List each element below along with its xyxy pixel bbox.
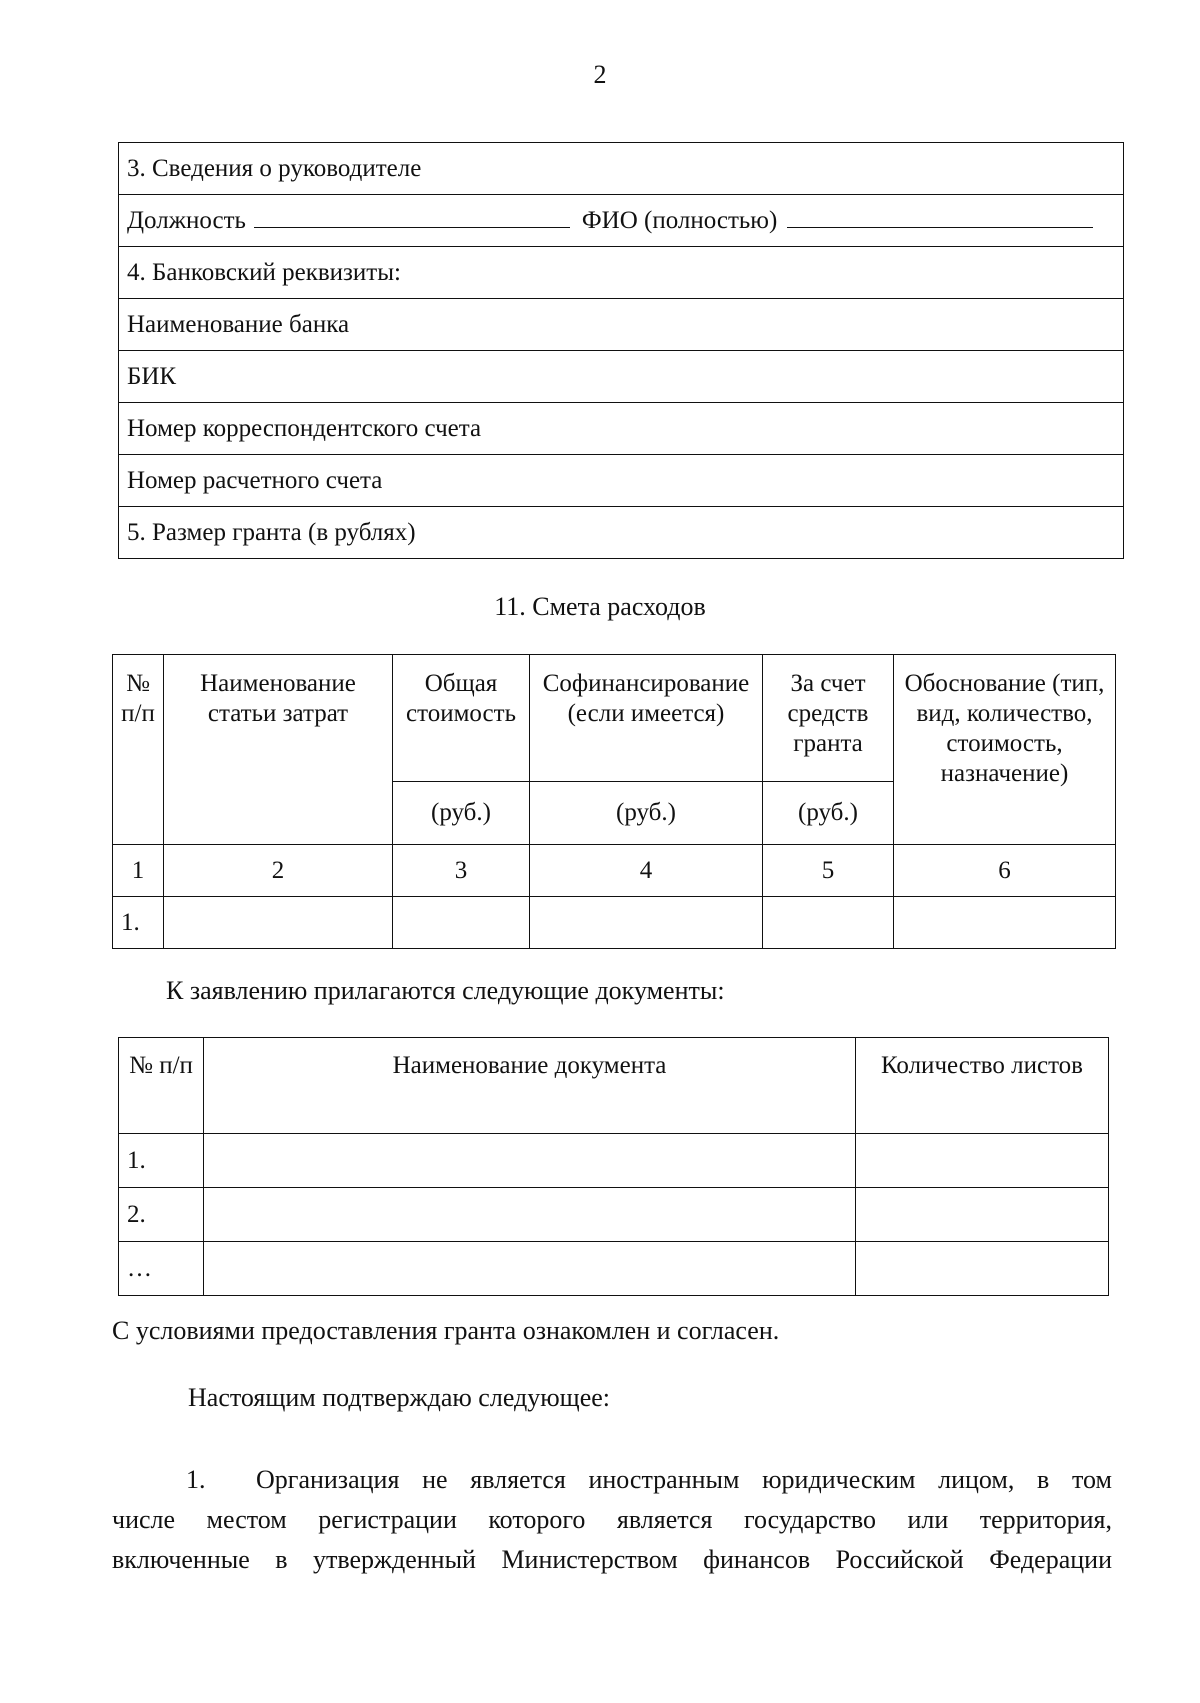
item-name-cell bbox=[164, 897, 393, 949]
table-row bbox=[119, 1242, 1109, 1296]
table-row bbox=[119, 247, 1124, 299]
col-header-no: № п/п bbox=[119, 1038, 204, 1134]
position-fill-line bbox=[254, 209, 570, 228]
table-row bbox=[119, 507, 1124, 559]
table-row bbox=[119, 299, 1124, 351]
item-1-text-line-2: числе местом регистрации которого является государство или территория, bbox=[112, 1505, 1112, 1534]
budget-title: 11. Смета расходов bbox=[494, 592, 706, 621]
column-numbers-row bbox=[113, 845, 1116, 897]
confirmation-item-1 bbox=[112, 1460, 1112, 1580]
col-header-grant-funds: За счет средств гранта bbox=[763, 655, 894, 782]
col-header-total-cost: Общая стоимость bbox=[393, 655, 530, 782]
attachments-intro: К заявлению прилагаются следующие документы: bbox=[166, 976, 725, 1005]
col-header-pages: Количество листов bbox=[856, 1038, 1109, 1134]
header-spacer bbox=[113, 782, 164, 845]
table-row bbox=[119, 1134, 1109, 1188]
confirmation-heading: Настоящим подтверждаю следующее: bbox=[188, 1383, 610, 1412]
col-header-justification: Обоснование (тип, вид, количество, стоимость, назначение) bbox=[894, 655, 1116, 845]
pages-cell bbox=[856, 1188, 1109, 1242]
attachments-table bbox=[118, 1037, 1109, 1296]
pages-cell bbox=[856, 1242, 1109, 1296]
settlement-account-label: Номер расчетного счета bbox=[119, 455, 1124, 507]
row-number: … bbox=[119, 1242, 204, 1296]
justification-cell bbox=[894, 897, 1116, 949]
page-number: 2 bbox=[593, 60, 607, 89]
unit-grant-funds: (руб.) bbox=[763, 782, 894, 845]
item-1-text-line-1: Организация не является иностранным юридическим лицом, в том bbox=[256, 1465, 1112, 1494]
table-row bbox=[119, 455, 1124, 507]
budget-table bbox=[112, 654, 1116, 949]
table-header-row bbox=[119, 1038, 1109, 1134]
position-name-row bbox=[119, 195, 1124, 247]
agreement-statement: С условиями предоставления гранта ознакомлен и согласен. bbox=[112, 1316, 780, 1345]
unit-cofinancing: (руб.) bbox=[530, 782, 763, 845]
row-number: 1. bbox=[113, 897, 164, 949]
table-row bbox=[113, 897, 1116, 949]
bank-section-heading: 4. Банковский реквизиты: bbox=[119, 247, 1124, 299]
column-number: 3 bbox=[393, 845, 530, 897]
unit-total-cost: (руб.) bbox=[393, 782, 530, 845]
row-number: 1. bbox=[119, 1134, 204, 1188]
row-number: 2. bbox=[119, 1188, 204, 1242]
table-row bbox=[119, 351, 1124, 403]
full-name-label: ФИО (полностью) bbox=[581, 207, 778, 234]
grant-size-label: 5. Размер гранта (в рублях) bbox=[119, 507, 1124, 559]
doc-name-cell bbox=[204, 1134, 856, 1188]
total-cost-cell bbox=[393, 897, 530, 949]
column-number: 5 bbox=[763, 845, 894, 897]
doc-name-cell bbox=[204, 1242, 856, 1296]
col-header-no: № п/п bbox=[113, 655, 164, 782]
col-header-doc-name: Наименование документа bbox=[204, 1038, 856, 1134]
corr-account-label: Номер корреспондентского счета bbox=[119, 403, 1124, 455]
item-1-first-line bbox=[112, 1460, 1112, 1500]
item-1-text-line-3: включенные в утвержденный Министерством финансов Российской Федерации bbox=[112, 1545, 1112, 1574]
full-name-fill-line bbox=[787, 209, 1093, 228]
column-number: 6 bbox=[894, 845, 1116, 897]
position-label: Должность bbox=[127, 207, 246, 234]
col-header-item-name: Наименование статьи затрат bbox=[164, 655, 393, 782]
table-row bbox=[119, 403, 1124, 455]
pages-cell bbox=[856, 1134, 1109, 1188]
col-header-cofinancing: Софинансирование (если имеется) bbox=[530, 655, 763, 782]
item-1-number: 1. bbox=[186, 1465, 206, 1494]
bank-name-label: Наименование банка bbox=[119, 299, 1124, 351]
grant-funds-cell bbox=[763, 897, 894, 949]
cofinancing-cell bbox=[530, 897, 763, 949]
header-spacer bbox=[164, 782, 393, 845]
column-number: 4 bbox=[530, 845, 763, 897]
manager-section-heading: 3. Сведения о руководителе bbox=[119, 143, 1124, 195]
applicant-info-table bbox=[118, 142, 1124, 559]
table-header-row bbox=[113, 655, 1116, 782]
bik-label: БИК bbox=[119, 351, 1124, 403]
table-row bbox=[119, 1188, 1109, 1242]
table-row bbox=[119, 195, 1124, 247]
doc-name-cell bbox=[204, 1188, 856, 1242]
column-number: 1 bbox=[113, 845, 164, 897]
table-row bbox=[119, 143, 1124, 195]
column-number: 2 bbox=[164, 845, 393, 897]
